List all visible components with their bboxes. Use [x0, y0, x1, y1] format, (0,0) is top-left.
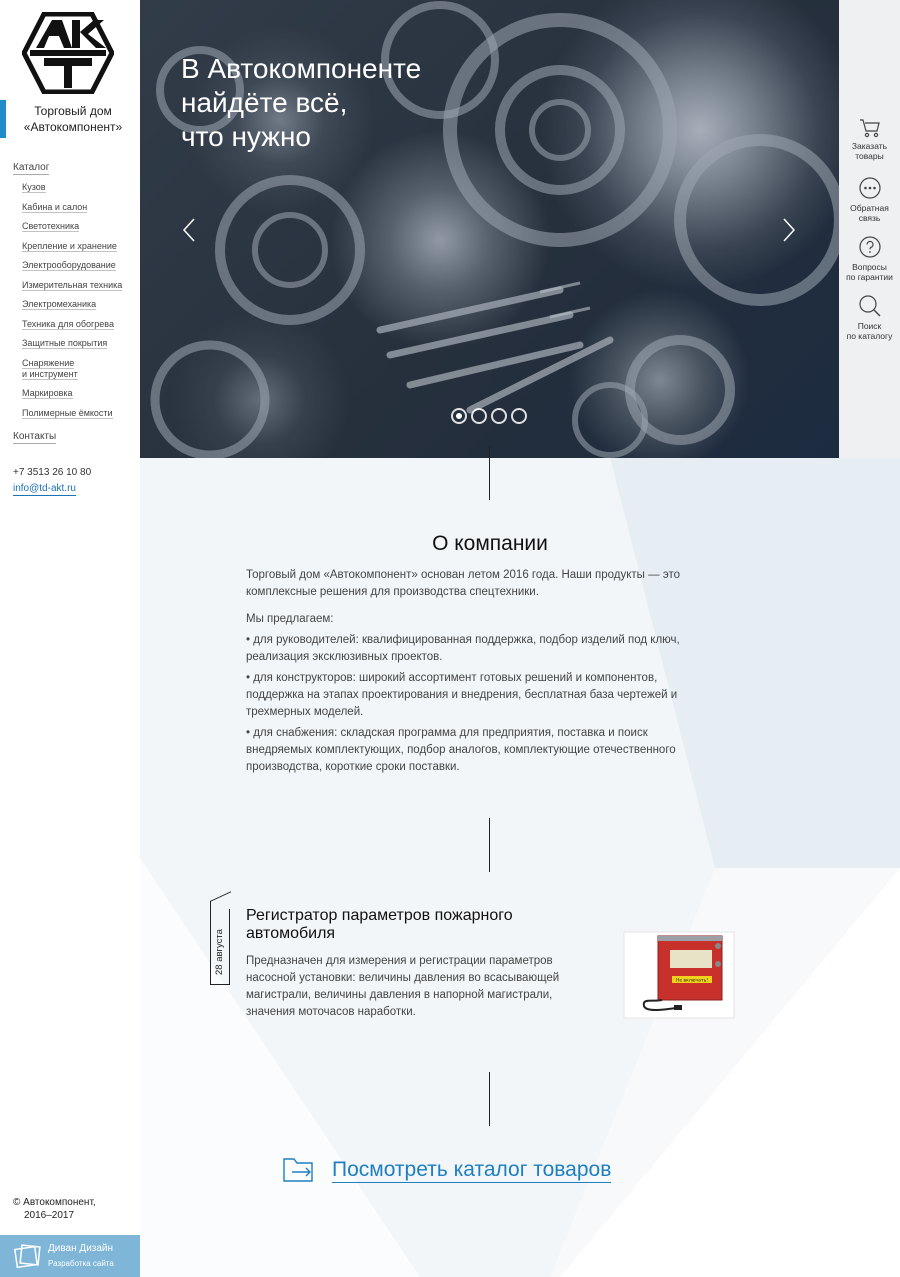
nav-item-cabin[interactable]: Кабина и салон	[22, 201, 88, 212]
nav-item-lighting[interactable]: Светотехника	[22, 221, 80, 231]
hero-slider	[140, 0, 840, 458]
section-divider-line	[489, 446, 490, 500]
catalog-search-label: Поиск по каталогу	[846, 321, 893, 341]
nav-item-marking[interactable]: Маркировка	[22, 388, 73, 398]
nav-item-body[interactable]: Кузов	[22, 182, 46, 192]
cart-icon	[859, 118, 881, 138]
catalog-search-button[interactable]	[839, 294, 900, 341]
question-icon	[858, 235, 882, 259]
nav-item-equipment[interactable]: Снаряжение и инструмент	[22, 357, 78, 379]
phone-number[interactable]: +7 3513 26 10 80	[13, 467, 92, 478]
nav-item-coatings[interactable]: Защитные покрытия	[22, 338, 108, 348]
sofa-design-icon	[14, 1242, 42, 1270]
brand-name[interactable]	[10, 103, 136, 135]
section-divider-line	[489, 818, 490, 872]
order-goods-button[interactable]	[839, 118, 900, 161]
news-text: Предназначен для измерения и регистрации параметров насосной установки: величины давления во всасывающей магистрали, величины давления в напорной магистрали, значения моточасов наработки.	[246, 955, 560, 1018]
developer-credit[interactable]	[0, 1235, 140, 1277]
about-offer-1: • для руководителей: квалифицированная поддержка, подбор изделий под ключ, реализация эксклюзивных проектов.	[246, 634, 680, 663]
developer-subtitle: Разработка сайта	[48, 1259, 114, 1268]
copyright: © Автокомпонент, 2016–2017	[13, 1197, 96, 1221]
about-offer-label: Мы предлагаем:	[246, 613, 334, 625]
slider-dots	[451, 408, 527, 424]
hero-title: В Автокомпоненте найдёте всё, что нужно	[181, 53, 422, 152]
news-title[interactable]: Регистратор параметров пожарного автомобиля	[246, 907, 513, 942]
section-divider-line	[489, 1072, 490, 1126]
nav-item-measuring[interactable]: Измерительная техника	[22, 279, 123, 290]
about-offer-2: • для конструкторов: широкий ассортимент готовых решений и компонентов, поддержка на этапах проектирования и внедрения, бесплатная база чертежей и трехмерных моделей.	[246, 672, 678, 718]
warranty-questions-button[interactable]	[839, 235, 900, 282]
brand-name-line2: «Автокомпонент»	[23, 120, 123, 134]
logo-icon[interactable]	[22, 12, 114, 94]
news-date-tag	[210, 909, 230, 985]
slider-dot-3[interactable]	[491, 408, 507, 424]
nav-item-electrical[interactable]: Электрооборудование	[22, 260, 116, 270]
view-catalog-label: Посмотреть каталог товаров	[332, 1157, 612, 1181]
about-text	[246, 567, 706, 780]
catalog-nav-list	[22, 182, 122, 419]
right-toolbar	[839, 0, 900, 458]
slider-dot-2[interactable]	[471, 408, 487, 424]
order-goods-label: Заказать товары	[851, 141, 888, 161]
slider-dot-4[interactable]	[511, 408, 527, 424]
about-intro: Торговый дом «Автокомпонент» основан летом 2016 года. Наши продукты — это комплексные решения для производства спецтехники.	[246, 569, 680, 598]
folder-icon	[282, 1156, 316, 1184]
nav-item-containers[interactable]: Полимерные ёмкости	[22, 407, 113, 418]
brand-accent-bar	[0, 100, 6, 138]
email-link[interactable]: info@td-akt.ru	[13, 483, 76, 494]
search-icon	[858, 294, 882, 318]
nav-item-fastening[interactable]: Крепление и хранение	[22, 240, 117, 251]
chat-icon	[858, 176, 882, 200]
news-date: 28 августа	[214, 929, 225, 975]
nav-contacts-link[interactable]: Контакты	[13, 431, 57, 442]
feedback-label: Обратная связь	[850, 203, 889, 223]
feedback-button[interactable]	[839, 176, 900, 223]
catalog-nav	[13, 157, 122, 427]
warranty-questions-label: Вопросы по гарантии	[846, 262, 893, 282]
about-title: О компании	[432, 532, 548, 555]
sidebar	[0, 0, 140, 1277]
brand-name-line1: Торговый дом	[34, 104, 112, 118]
chevron-right-icon[interactable]	[780, 216, 798, 244]
developer-name: Диван Дизайн	[48, 1243, 114, 1254]
nav-catalog-link[interactable]: Каталог	[13, 162, 50, 173]
slider-dot-1[interactable]	[451, 408, 467, 424]
about-offer-3: • для снабжения: складская программа для предприятия, поставка и поиск внедряемых комплектующих, подбор аналогов, комплектующие отечественного производства, короткие сроки поставки.	[246, 727, 676, 773]
chevron-left-icon[interactable]	[180, 216, 198, 244]
device-warning-label: Не включать!	[675, 978, 709, 984]
recorder-device-image[interactable]	[622, 928, 736, 1022]
view-catalog-link[interactable]	[282, 1156, 611, 1184]
nav-item-electromechanics[interactable]: Электромеханика	[22, 299, 97, 309]
nav-item-heating[interactable]: Техника для обогрева	[22, 318, 114, 329]
